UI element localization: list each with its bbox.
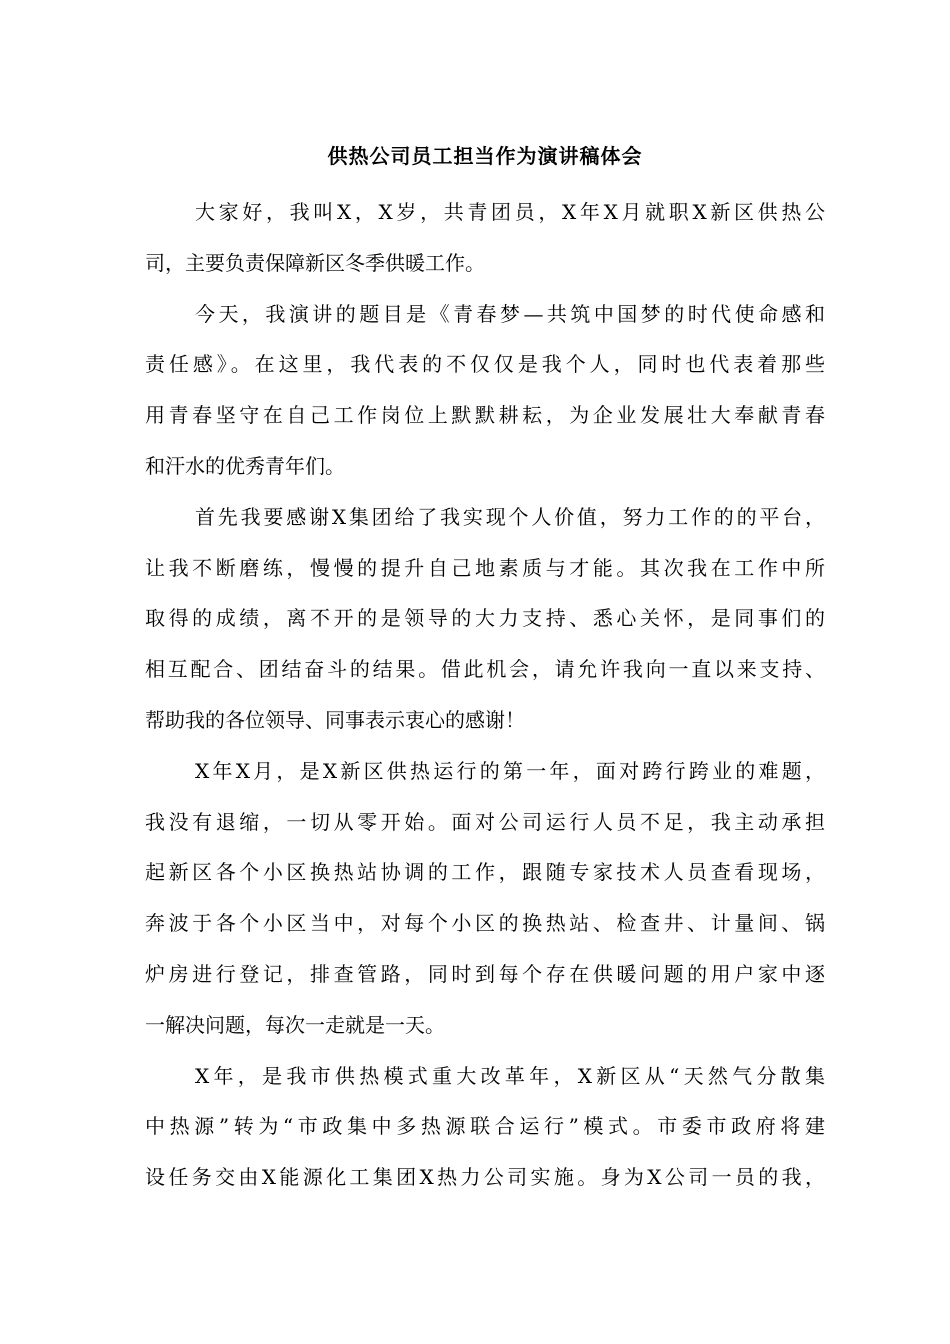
paragraph-3 bbox=[145, 492, 825, 746]
paragraph-line: 今天，我演讲的题目是《青春梦—共筑中国梦的时代使命感和 bbox=[195, 301, 825, 326]
paragraph-line: 设任务交由X能源化工集团X热力公司实施。身为X公司一员的我， bbox=[145, 1165, 825, 1190]
paragraph-line: 用青春坚守在自己工作岗位上默默耕耘，为企业发展壮大奉献青春 bbox=[145, 403, 825, 428]
paragraph-line: 一解决问题，每次一走就是一天。 bbox=[145, 1012, 445, 1037]
paragraph-4 bbox=[145, 746, 825, 1051]
paragraph-line: 我没有退缩，一切从零开始。面对公司运行人员不足，我主动承担 bbox=[145, 809, 825, 834]
paragraph-line: 中热源”转为“市政集中多热源联合运行”模式。市委市政府将建 bbox=[145, 1114, 825, 1139]
paragraph-line: 责任感》。在这里，我代表的不仅仅是我个人，同时也代表着那些 bbox=[145, 352, 825, 377]
paragraph-line: X年，是我市供热模式重大改革年，X新区从“天然气分散集 bbox=[195, 1063, 825, 1088]
document-title: 供热公司员工担当作为演讲稿体会 bbox=[327, 144, 643, 168]
paragraph-line: 起新区各个小区换热站协调的工作，跟随专家技术人员查看现场， bbox=[145, 860, 825, 885]
paragraph-line: 让我不断磨练，慢慢的提升自己地素质与才能。其次我在工作中所 bbox=[145, 555, 825, 580]
paragraph-5 bbox=[145, 1051, 825, 1203]
paragraph-line: X年X月，是X新区供热运行的第一年，面对跨行跨业的难题， bbox=[195, 758, 825, 783]
paragraph-line: 帮助我的各位领导、同事表示衷心的感谢！ bbox=[145, 707, 525, 732]
paragraph-line: 炉房进行登记，排查管路，同时到每个存在供暖问题的用户家中逐 bbox=[145, 961, 825, 986]
paragraph-line: 和汗水的优秀青年们。 bbox=[145, 453, 345, 478]
paragraph-line: 大家好，我叫X，X岁，共青团员，X年X月就职X新区供热公 bbox=[195, 200, 825, 224]
paragraph-line: 取得的成绩，离不开的是领导的大力支持、悉心关怀，是同事们的 bbox=[145, 606, 825, 631]
paragraph-line: 奔波于各个小区当中，对每个小区的换热站、检查井、计量间、锅 bbox=[145, 911, 825, 936]
paragraph-line: 首先我要感谢X集团给了我实现个人价值，努力工作的的平台， bbox=[195, 504, 825, 529]
paragraph-1 bbox=[145, 187, 825, 289]
paragraph-2 bbox=[145, 289, 825, 492]
document-page bbox=[145, 138, 825, 1203]
paragraph-line: 司，主要负责保障新区冬季供暖工作。 bbox=[145, 250, 485, 275]
paragraph-line: 相互配合、团结奋斗的结果。借此机会，请允许我向一直以来支持、 bbox=[145, 657, 825, 682]
